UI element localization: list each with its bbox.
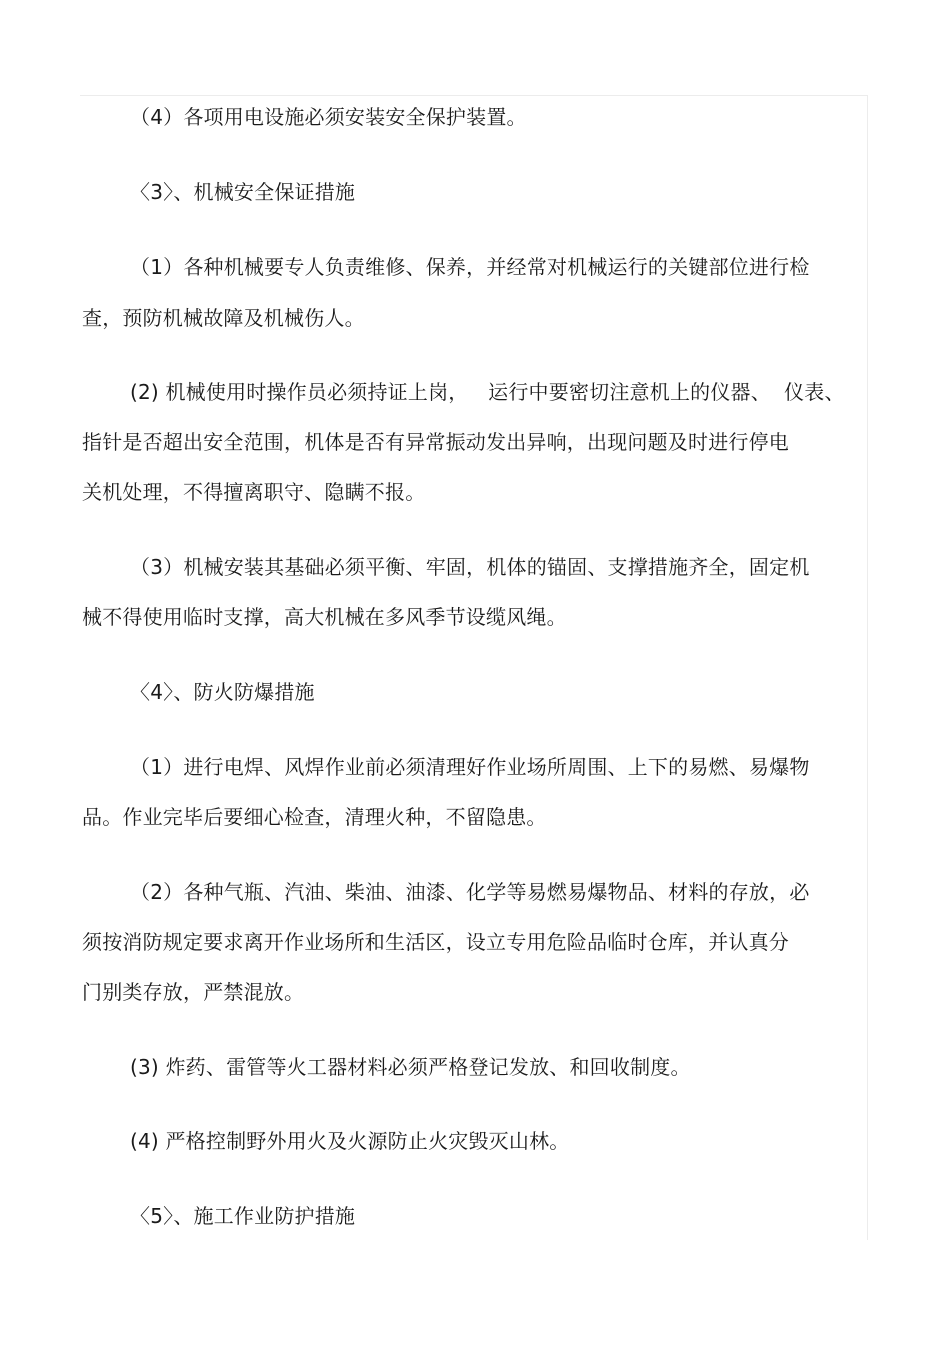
- paragraph-line: （1）进行电焊、风焊作业前必须清理好作业场所周围、上下的易燃、易爆物: [130, 755, 810, 779]
- paragraph-line: (4) 严格控制野外用火及火源防止火灾毁灭山林。: [130, 1129, 570, 1153]
- paragraph-line: （2）各种气瓶、汽油、柴油、油漆、化学等易燃易爆物品、材料的存放，必: [130, 880, 810, 904]
- paragraph-line: (3) 炸药、雷管等火工器材料必须严格登记发放、和回收制度。: [130, 1055, 691, 1079]
- paragraph-line: （1）各种机械要专人负责维修、保养，并经常对机械运行的关键部位进行检: [130, 255, 810, 279]
- paragraph-line: （3）机械安装其基础必须平衡、牢固，机体的锚固、支撑措施齐全，固定机: [130, 555, 810, 579]
- paragraph-line: （4）各项用电设施必须安装安全保护装置。: [130, 105, 527, 129]
- paragraph-line: (2) 机械使用时操作员必须持证上岗， 运行中要密切注意机上的仪器、 仪表、: [130, 380, 845, 404]
- paragraph-line: 械不得使用临时支撑，高大机械在多风季节设缆风绳。: [82, 605, 567, 629]
- section-heading: 〈4〉、防火防爆措施: [130, 680, 315, 704]
- paragraph-line: 关机处理，不得擅离职守、隐瞒不报。: [82, 480, 426, 504]
- section-heading: 〈3〉、机械安全保证措施: [130, 180, 356, 204]
- paragraph-line: 门别类存放，严禁混放。: [82, 980, 305, 1004]
- paragraph-line: 指针是否超出安全范围，机体是否有异常振动发出异响，出现问题及时进行停电: [82, 430, 789, 454]
- section-heading: 〈5〉、施工作业防护措施: [130, 1204, 356, 1228]
- paragraph-line: 品。作业完毕后要细心检查，清理火种，不留隐患。: [82, 805, 547, 829]
- paragraph-line: 查，预防机械故障及机械伤人。: [82, 306, 365, 330]
- paragraph-line: 须按消防规定要求离开作业场所和生活区，设立专用危险品临时仓库，并认真分: [82, 930, 789, 954]
